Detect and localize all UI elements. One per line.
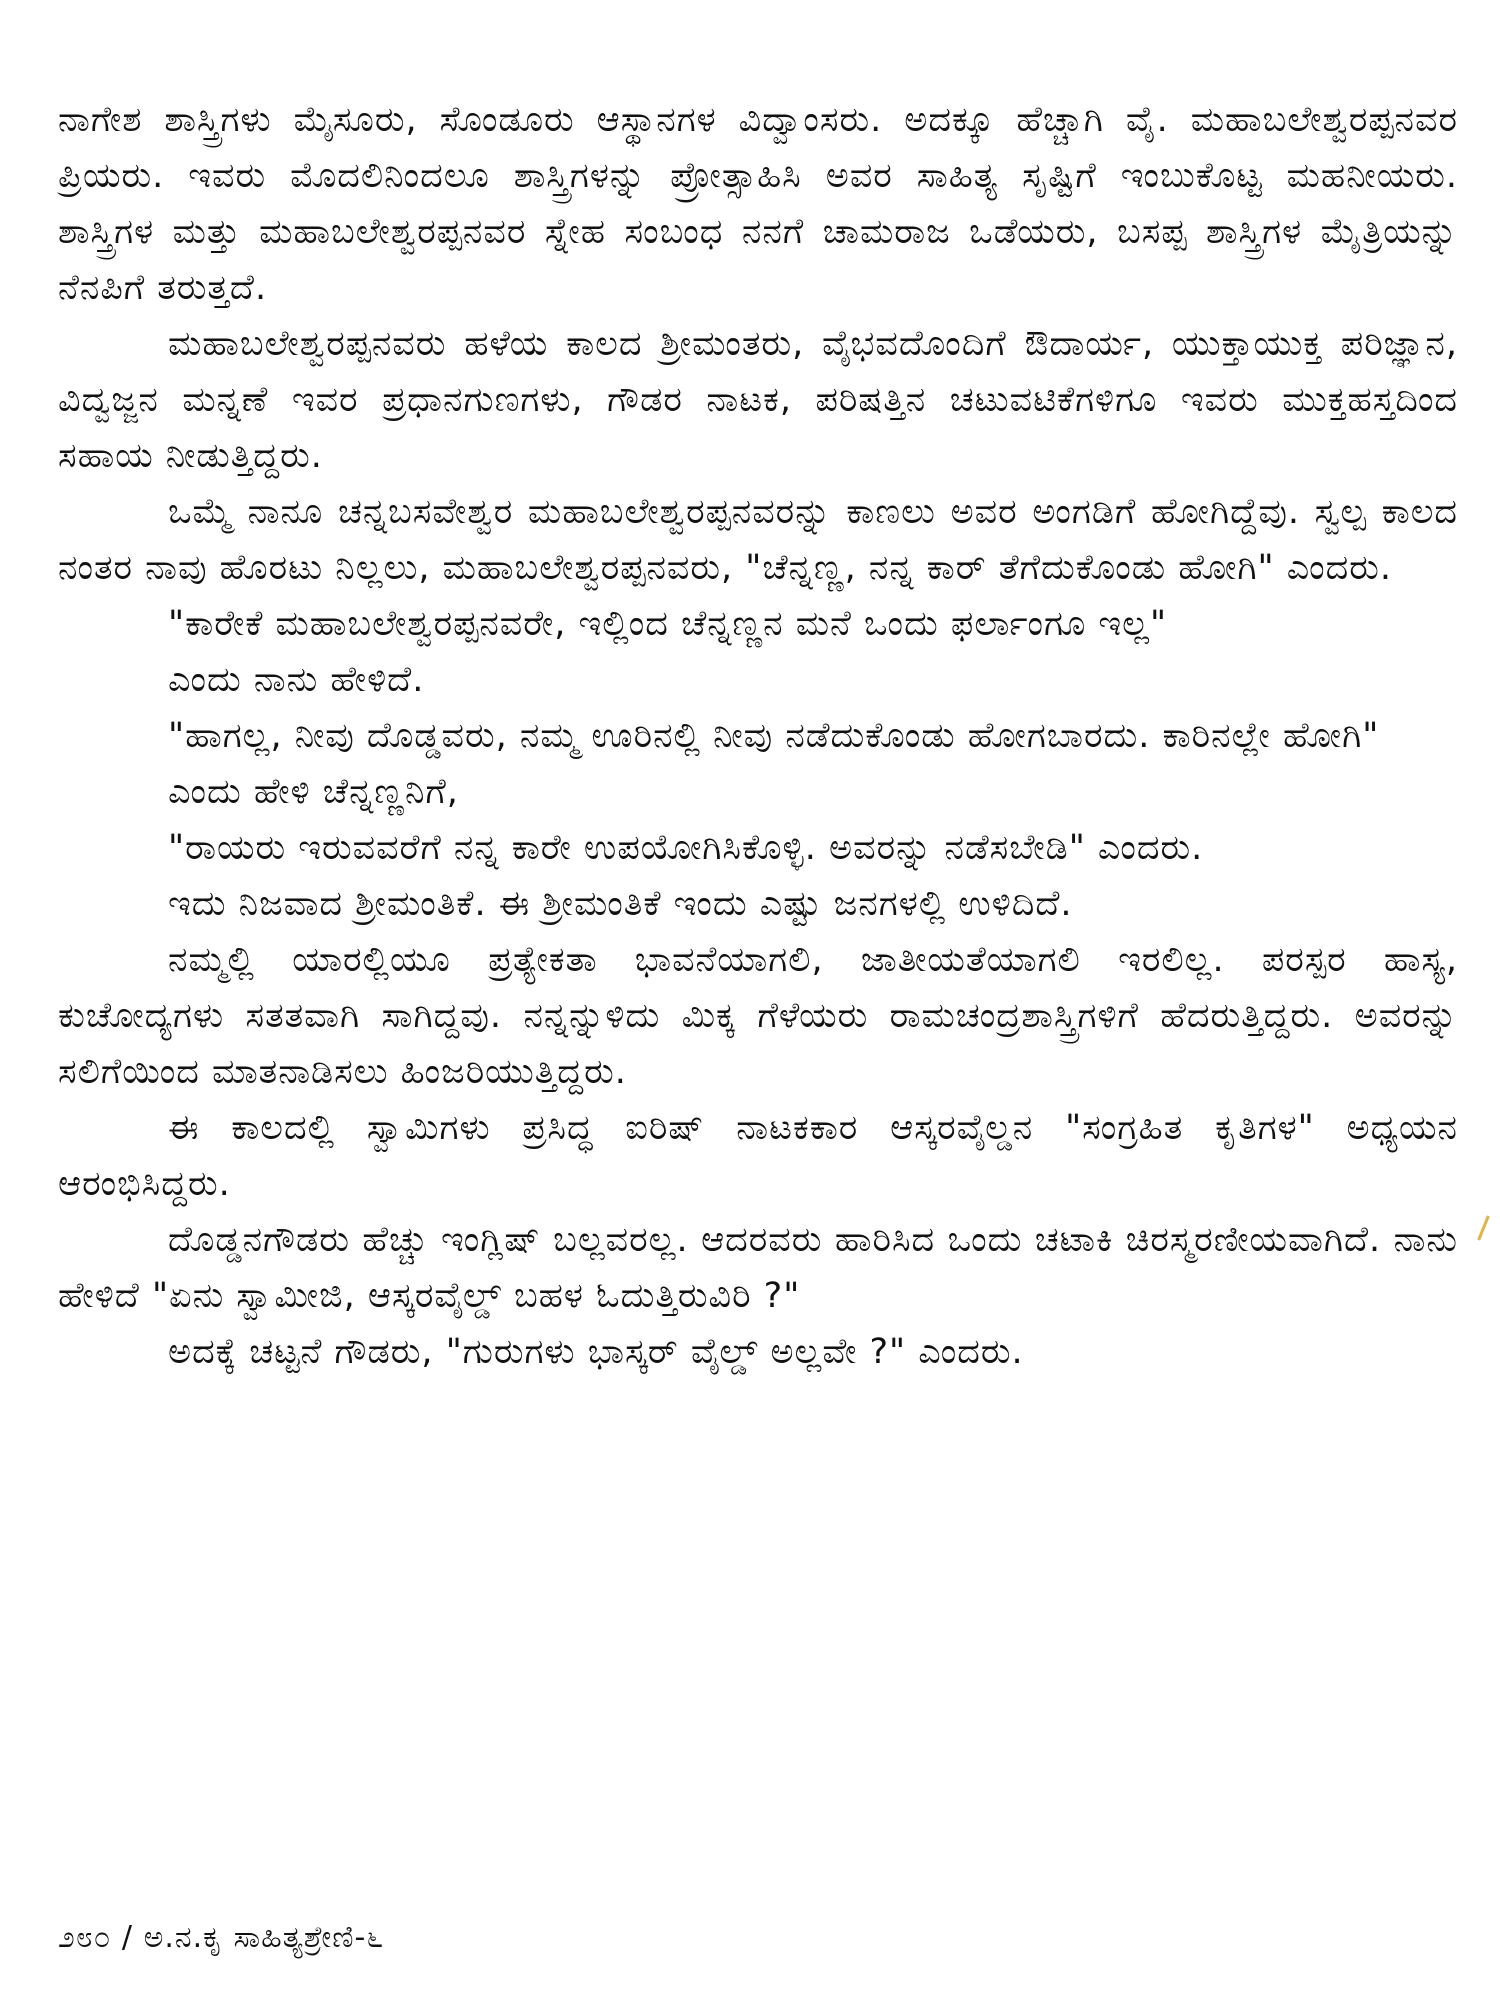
paragraph: ಇದು ನಿಜವಾದ ಶ್ರೀಮಂತಿಕೆ. ಈ ಶ್ರೀಮಂತಿಕೆ ಇಂದು ಎಷ್ಟು ಜನಗಳಲ್ಲಿ ಉಳಿದಿದೆ. [168,884,1073,924]
body-text [58,92,1458,1380]
paragraph: ನಮ್ಮಲ್ಲಿ ಯಾರಲ್ಲಿಯೂ ಪ್ರತ್ಯೇಕತಾ ಭಾವನೆಯಾಗಲಿ, ಜಾತೀಯತೆಯಾಗಲಿ ಇರಲಿಲ್ಲ. ಪರಸ್ಪರ ಹಾಸ್ಯ, ಕುಚೋದ್ಯಗಳು ಸತತವಾಗಿ ಸಾಗಿದ್ದವು. ನನ್ನನ್ನುಳಿದು ಮಿಕ್ಕ ಗೆಳೆಯರು ರಾಮಚಂದ್ರಶಾಸ್ತ್ರಿಗಳಿಗೆ ಹೆದರುತ್ತಿದ್ದರು. ಅವರನ್ನು ಸಲಿಗೆಯಿಂದ ಮಾತನಾಡಿಸಲು ಹಿಂಜರಿಯುತ್ತಿದ್ದರು. [58,940,1458,1092]
paragraph: ಅದಕ್ಕೆ ಚಟ್ಟನೆ ಗೌಡರು, "ಗುರುಗಳು ಭಾಸ್ಕರ್ ವೈಲ್ಡ್ ಅಲ್ಲವೇ ?" ಎಂದರು. [168,1332,1024,1372]
paragraph: ನಾಗೇಶ ಶಾಸ್ತ್ರಿಗಳು ಮೈಸೂರು, ಸೊಂಡೂರು ಆಸ್ಥಾನಗಳ ವಿದ್ವಾಂಸರು. ಅದಕ್ಕೂ ಹೆಚ್ಚಾಗಿ ವೈ. ಮಹಾಬಲೇಶ್ವರಪ್ಪನವರ ಪ್ರಿಯರು. ಇವರು ಮೊದಲಿನಿಂದಲೂ ಶಾಸ್ತ್ರಿಗಳನ್ನು ಪ್ರೋತ್ಸಾಹಿಸಿ ಅವರ ಸಾಹಿತ್ಯ ಸೃಷ್ಟಿಗೆ ಇಂಬುಕೊಟ್ಟ ಮಹನೀಯರು. ಶಾಸ್ತ್ರಿಗಳ ಮತ್ತು ಮಹಾಬಲೇಶ್ವರಪ್ಪನವರ ಸ್ನೇಹ ಸಂಬಂಧ ನನಗೆ ಚಾಮರಾಜ ಒಡೆಯರು, ಬಸಪ್ಪ ಶಾಸ್ತ್ರಿಗಳ ಮೈತ್ರಿಯನ್ನು ನೆನಪಿಗೆ ತರುತ್ತದೆ. [58,100,1458,308]
margin-mark [1477,1215,1490,1240]
paragraph: ಎಂದು ನಾನು ಹೇಳಿದೆ. [168,660,425,700]
paragraph: "ಕಾರೇಕೆ ಮಹಾಬಲೇಶ್ವರಪ್ಪನವರೇ, ಇಲ್ಲಿಂದ ಚೆನ್ನಣ್ಣನ ಮನೆ ಒಂದು ಫರ್ಲಾಂಗೂ ಇಲ್ಲ" [168,604,1168,644]
paragraph: "ರಾಯರು ಇರುವವರೆಗೆ ನನ್ನ ಕಾರೇ ಉಪಯೋಗಿಸಿಕೊಳ್ಳಿ. ಅವರನ್ನು ನಡೆಸಬೇಡಿ" ಎಂದರು. [168,828,1204,868]
page-footer: ೨೮೦ / ಅ.ನ.ಕೃ ಸಾಹಿತ್ಯಶ್ರೇಣಿ-೬ [58,1920,385,1955]
paragraph: ಒಮ್ಮೆ ನಾನೂ ಚನ್ನಬಸವೇಶ್ವರ ಮಹಾಬಲೇಶ್ವರಪ್ಪನವರನ್ನು ಕಾಣಲು ಅವರ ಅಂಗಡಿಗೆ ಹೋಗಿದ್ದೆವು. ಸ್ವಲ್ಪ ಕಾಲದ ನಂತರ ನಾವು ಹೊರಟು ನಿಲ್ಲಲು, ಮಹಾಬಲೇಶ್ವರಪ್ಪನವರು, "ಚೆನ್ನಣ್ಣ, ನನ್ನ ಕಾರ್ ತೆಗೆದುಕೊಂಡು ಹೋಗಿ" ಎಂದರು. [58,492,1458,588]
paragraph: ಮಹಾಬಲೇಶ್ವರಪ್ಪನವರು ಹಳೆಯ ಕಾಲದ ಶ್ರೀಮಂತರು, ವೈಭವದೊಂದಿಗೆ ಔದಾರ್ಯ, ಯುಕ್ತಾಯುಕ್ತ ಪರಿಜ್ಞಾನ, ವಿದ್ವಜ್ಜನ ಮನ್ನಣೆ ಇವರ ಪ್ರಧಾನಗುಣಗಳು, ಗೌಡರ ನಾಟಕ, ಪರಿಷತ್ತಿನ ಚಟುವಟಿಕೆಗಳಿಗೂ ಇವರು ಮುಕ್ತಹಸ್ತದಿಂದ ಸಹಾಯ ನೀಡುತ್ತಿದ್ದರು. [58,324,1458,476]
paragraph: ದೊಡ್ಡನಗೌಡರು ಹೆಚ್ಚು ಇಂಗ್ಲಿಷ್ ಬಲ್ಲವರಲ್ಲ. ಆದರವರು ಹಾರಿಸಿದ ಒಂದು ಚಟಾಕಿ ಚಿರಸ್ಮರಣೀಯವಾಗಿದೆ. ನಾನು ಹೇಳಿದೆ "ಏನು ಸ್ವಾಮೀಜಿ, ಆಸ್ಕರವೈಲ್ಡ್ ಬಹಳ ಓದುತ್ತಿರುವಿರಿ ?" [58,1220,1458,1316]
paragraph: ಈ ಕಾಲದಲ್ಲಿ ಸ್ವಾಮಿಗಳು ಪ್ರಸಿದ್ಧ ಐರಿಷ್ ನಾಟಕಕಾರ ಆಸ್ಕರವೈಲ್ಡನ "ಸಂಗ್ರಹಿತ ಕೃತಿಗಳ" ಅಧ್ಯಯನ ಆರಂಭಿಸಿದ್ದರು. [58,1108,1458,1204]
paragraph: ಎಂದು ಹೇಳಿ ಚೆನ್ನಣ್ಣನಿಗೆ, [168,772,459,812]
paragraph: "ಹಾಗಲ್ಲ, ನೀವು ದೊಡ್ಡವರು, ನಮ್ಮ ಊರಿನಲ್ಲಿ ನೀವು ನಡೆದುಕೊಂಡು ಹೋಗಬಾರದು. ಕಾರಿನಲ್ಲೇ ಹೋಗಿ" [168,716,1380,756]
